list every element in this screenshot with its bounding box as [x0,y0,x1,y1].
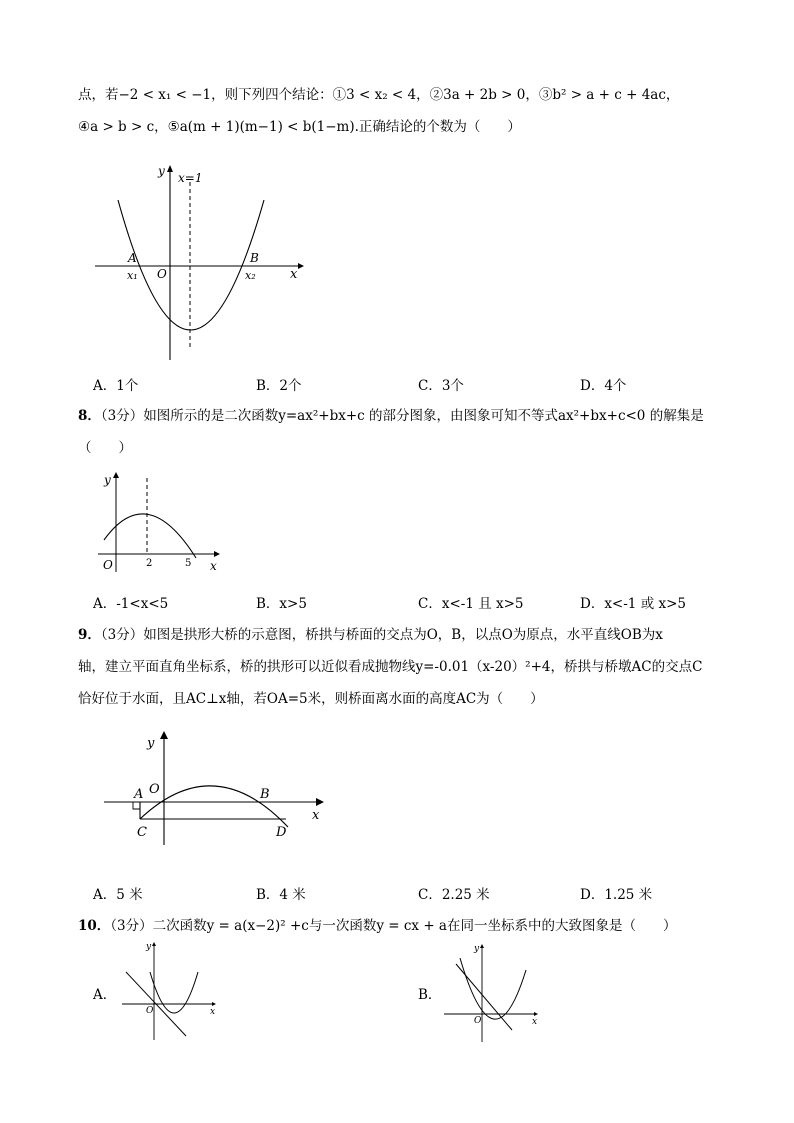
q10-option-a-label[interactable]: A． [93,987,117,1003]
q7-option-a[interactable]: A．1个 [93,378,139,394]
q7-option-c[interactable]: C．3个 [418,378,464,394]
q8-tick-5: 5 [185,558,192,569]
q10b-x-label: x [532,1017,538,1027]
q8-option-a[interactable]: A．-1<x<5 [93,596,169,612]
q9-option-a[interactable]: A．5 米 [93,887,143,903]
q10b-origin: O [474,1016,482,1026]
q7-y-label: y [158,164,165,178]
q9-point-o: O [149,782,160,797]
q7-text-line-1: 点，若−2 < x₁ < −1，则下列四个结论：①3 < x₂ < 4，②3a + 2b > 0，③b² > a + c + 4ac， [78,87,680,103]
q9-x-label: x [312,808,320,823]
q8-x-label: x [210,559,217,573]
q7-option-d[interactable]: D．4个 [580,378,627,394]
q9-option-c[interactable]: C．2.25 米 [418,887,490,903]
q7-origin: O [157,267,167,281]
q8-tick-2: 2 [146,558,153,569]
q10-number: 10． [78,918,111,934]
q7-x1-label: x₁ [127,269,138,282]
q10-option-b-label[interactable]: B． [418,987,442,1003]
q8-text-line-2: （ ） [78,440,132,456]
q9-text-line-3: 恰好位于水面，且AC⊥x轴，若OA=5米，则桥面离水面的高度AC为（ ） [78,691,544,707]
q7-parabola-figure [90,160,310,365]
q7-text-line-2: ④a > b > c，⑤a(m + 1)(m−1) < b(1−m).正确结论的个数为（ ） [78,119,521,135]
q8-option-c[interactable]: C．x<-1 且 x>5 [418,596,524,612]
q10a-origin: O [146,1006,154,1016]
q9-number: 9． [78,627,101,643]
q7-symmetry-label: x=1 [178,171,203,185]
q10-option-b-graph[interactable] [442,944,542,1044]
q9-point-b: B [260,787,270,802]
q9-option-d[interactable]: D．1.25 米 [580,887,653,903]
q7-option-b[interactable]: B．2个 [256,378,302,394]
q9-text-line-1: 9．（3分）如图是拱形大桥的示意图，桥拱与桥面的交点为O，B，以点O为原点，水平直线OB为x [78,627,663,643]
q10a-y-label: y [146,942,152,952]
q7-x2-label: x₂ [245,269,256,282]
q7-x-label: x [290,267,298,282]
q10a-x-label: x [210,1007,216,1017]
q9-point-a: A [134,787,144,802]
q8-number: 8． [78,408,101,424]
q9-bridge-figure [100,727,340,847]
q8-y-label: y [104,473,111,487]
q10-text-line-1: 10．（3分）二次函数y = a(x−2)² +c与一次函数y = cx + a在同一坐标系中的大致图象是（ ） [78,918,677,934]
q10-option-a-graph[interactable] [120,942,220,1042]
q9-point-c: C [137,825,147,840]
q7-point-a: A [128,251,137,265]
q9-text-line-2: 轴，建立平面直角坐标系，桥的拱形可以近似看成抛物线y=-0.01（x-20）²+4，桥拱与桥墩AC的交点C [78,659,703,675]
q8-option-d[interactable]: D．x<-1 或 x>5 [580,596,686,612]
q9-point-d: D [276,825,287,840]
q8-option-b[interactable]: B．x>5 [256,596,307,612]
q7-point-b: B [250,251,259,265]
q9-y-label: y [147,736,155,751]
q9-option-b[interactable]: B．4 米 [256,887,306,903]
q8-origin: O [103,558,113,572]
q8-text-line-1: 8．（3分）如图所示的是二次函数y=ax²+bx+c 的部分图象，由图象可知不等式ax²+bx+c<0 的解集是 [78,408,704,424]
q8-parabola-figure [96,468,226,578]
q10b-y-label: y [474,944,480,954]
